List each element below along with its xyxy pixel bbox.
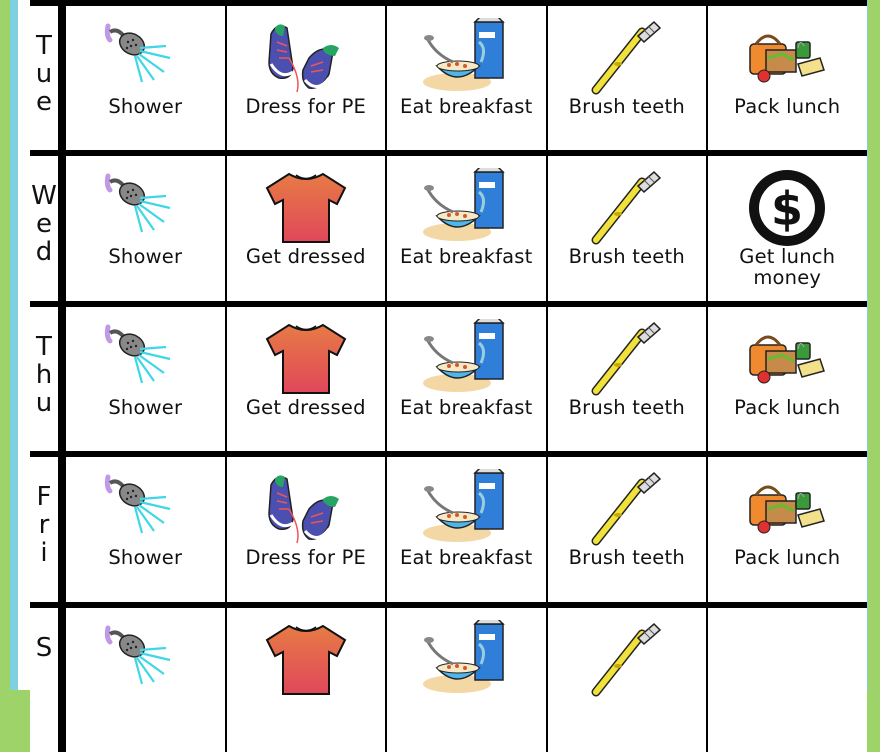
- task-cell: [227, 307, 386, 452]
- task-cell: [708, 307, 867, 452]
- task-cell: [708, 608, 867, 752]
- task-cell: [387, 156, 546, 301]
- task-cell: [227, 457, 386, 602]
- lunchbox-icon: [742, 469, 832, 549]
- cereal-icon: [421, 319, 511, 399]
- shower-icon: [100, 469, 190, 549]
- task-label: Brush teeth: [548, 547, 707, 568]
- toothbrush-icon: [582, 168, 672, 248]
- task-label: Shower: [66, 397, 225, 418]
- shower-icon: [100, 18, 190, 98]
- lunchbox-icon: [742, 18, 832, 98]
- task-label: Get lunch money: [708, 246, 867, 288]
- task-cell: [548, 608, 707, 752]
- task-cell: [387, 608, 546, 752]
- toothbrush-icon: [582, 18, 672, 98]
- task-cell: [387, 6, 546, 151]
- task-cell: [708, 6, 867, 151]
- cereal-icon: [421, 18, 511, 98]
- cereal-icon: [421, 168, 511, 248]
- sneakers-icon: [261, 18, 351, 98]
- task-label: Shower: [66, 246, 225, 267]
- task-label: Eat breakfast: [387, 96, 546, 117]
- task-cell: [66, 608, 225, 752]
- toothbrush-icon: [582, 469, 672, 549]
- tshirt-icon: [261, 319, 351, 399]
- task-label: Shower: [66, 547, 225, 568]
- task-label: Pack lunch: [708, 96, 867, 117]
- cereal-icon: [421, 469, 511, 549]
- toothbrush-icon: [582, 319, 672, 399]
- weekly-routine-grid: [30, 0, 867, 752]
- task-cell: [66, 156, 225, 301]
- dollar-icon: [742, 168, 832, 248]
- task-label: Brush teeth: [548, 246, 707, 267]
- task-label: Pack lunch: [708, 397, 867, 418]
- task-cell: [387, 307, 546, 452]
- task-cell: [708, 457, 867, 602]
- lunchbox-icon: [742, 319, 832, 399]
- task-cell: [548, 156, 707, 301]
- task-cell: [387, 457, 546, 602]
- task-cell: [548, 457, 707, 602]
- shower-icon: [100, 319, 190, 399]
- task-label: Get dressed: [227, 246, 386, 267]
- task-cell: [66, 457, 225, 602]
- day-label: T u e: [30, 6, 64, 151]
- day-label: F r i: [30, 457, 64, 602]
- svg-text:$: $: [771, 182, 803, 236]
- task-cell: [227, 608, 386, 752]
- task-cell: [66, 307, 225, 452]
- task-label: Shower: [66, 96, 225, 117]
- task-cell: [66, 6, 225, 151]
- day-label: W e d: [30, 156, 64, 301]
- tshirt-icon: [261, 168, 351, 248]
- task-label: Dress for PE: [227, 547, 386, 568]
- task-label: Brush teeth: [548, 96, 707, 117]
- task-cell: [227, 156, 386, 301]
- shower-icon: [100, 168, 190, 248]
- task-label: Eat breakfast: [387, 547, 546, 568]
- task-label: Dress for PE: [227, 96, 386, 117]
- task-label: Eat breakfast: [387, 246, 546, 267]
- task-label: Brush teeth: [548, 397, 707, 418]
- day-label: S: [30, 608, 64, 752]
- task-label: Get dressed: [227, 397, 386, 418]
- task-label: Eat breakfast: [387, 397, 546, 418]
- task-cell: [548, 307, 707, 452]
- task-label: Pack lunch: [708, 547, 867, 568]
- sneakers-icon: [261, 469, 351, 549]
- task-cell: [227, 6, 386, 151]
- task-cell: [548, 6, 707, 151]
- day-label: T h u: [30, 307, 64, 452]
- task-cell: [708, 156, 867, 301]
